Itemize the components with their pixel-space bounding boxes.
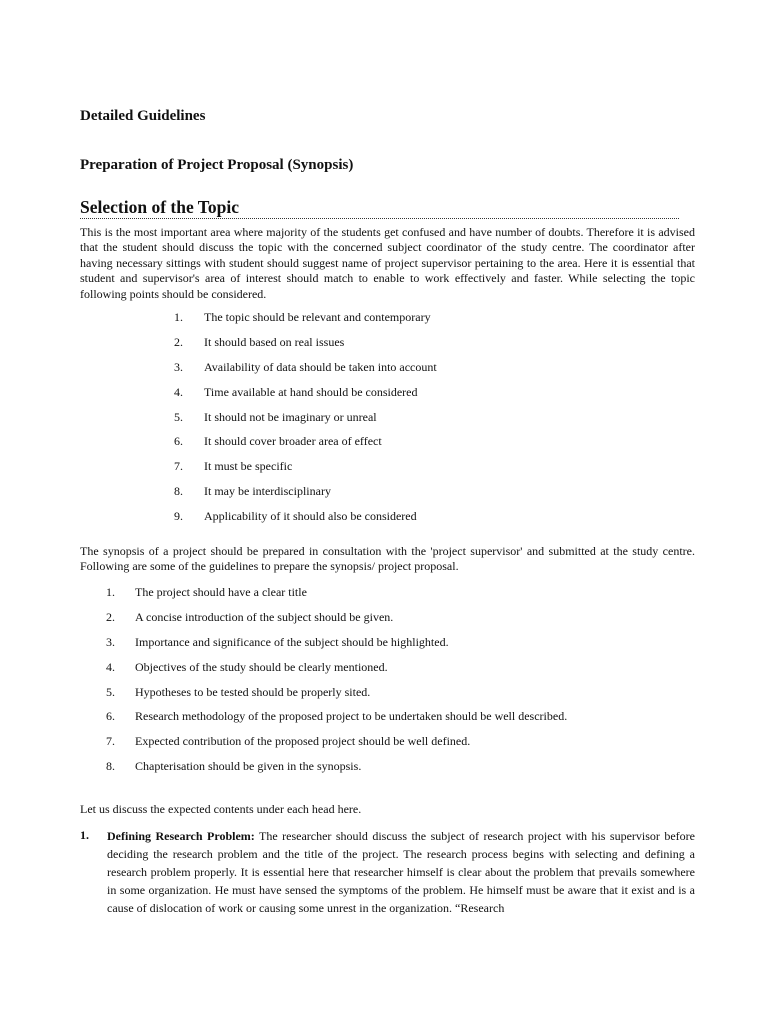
synopsis-paragraph: The synopsis of a project should be prepared in consultation with the 'project supervisor' and submitted at the study centre. Following are some of the guidelines to prepare the synopsis/ project proposal.	[80, 544, 695, 574]
list-item-number: 4.	[106, 659, 115, 674]
list-item-number: 1.	[174, 310, 183, 324]
list-item	[0, 433, 768, 458]
intro-paragraph: This is the most important area where majority of the students get confused and have number of doubts. Therefore it is advised that the student should discuss the topic with the concerned subject coordinator of the study centre. The coordinator after having necessary sittings with student should suggest name of project supervisor pertaining to the area. Here it is essential that student and supervisor's area of interest should match to enable to work effectively and faster. While selecting the topic following points should be considered.	[80, 225, 695, 301]
list-item-number: 5.	[174, 409, 183, 424]
list-item-number: 3.	[106, 634, 115, 649]
list-item-text: Applicability of it should also be considered	[204, 509, 417, 524]
section-text: The researcher should discuss the subject of research project with his supervisor before deciding the research problem and the title of the project. The research process begins with selecting and defining a research problem properly. It is essential here that researcher himself is clear about the problem that prevails somewhere in some organization. He must have sensed the symptoms of the problem. He himself must be aware that it exist and is a cause of dislocation of work or causing some unrest in the organization. “Research	[107, 829, 695, 915]
list-item-text: Research methodology of the proposed project to be undertaken should be well described.	[135, 709, 568, 724]
list-item-number: 5.	[106, 684, 115, 699]
list-item-number: 8.	[174, 484, 183, 499]
list-item-number: 9.	[174, 509, 183, 524]
list-item-text: It should based on real issues	[204, 334, 345, 349]
list-item	[0, 508, 768, 533]
list-item-text: Chapterisation should be given in the synopsis.	[135, 759, 362, 774]
list-item	[0, 309, 768, 334]
list-item	[0, 708, 768, 733]
list-item	[0, 733, 768, 758]
list-item	[0, 334, 768, 359]
discuss-paragraph: Let us discuss the expected contents under each head here.	[80, 802, 362, 816]
list-item	[0, 584, 768, 609]
list-item	[0, 684, 768, 709]
section-defining-research-problem	[107, 827, 695, 917]
list-item-number: 8.	[106, 759, 115, 774]
list-item	[0, 659, 768, 684]
list-item	[0, 634, 768, 659]
list-item-text: It should cover broader area of effect	[204, 434, 382, 449]
list-item-text: Time available at hand should be considered	[204, 384, 418, 399]
list-item-text: Expected contribution of the proposed project should be well defined.	[135, 734, 471, 749]
list-item-text: Importance and significance of the subject should be highlighted.	[135, 634, 449, 649]
list-item	[0, 758, 768, 783]
heading-selection-of-topic: Selection of the Topic	[80, 196, 679, 219]
list-item-text: The project should have a clear title	[135, 585, 307, 599]
list-item-text: Hypotheses to be tested should be properly sited.	[135, 684, 371, 699]
section-title: Defining Research Problem:	[107, 829, 255, 843]
topic-points-list	[0, 309, 768, 533]
list-item	[0, 384, 768, 409]
list-item-text: A concise introduction of the subject should be given.	[135, 609, 394, 624]
list-item-number: 3.	[174, 359, 183, 374]
heading-detailed-guidelines: Detailed Guidelines	[80, 108, 206, 124]
list-item	[0, 483, 768, 508]
list-item-number: 1.	[106, 585, 115, 599]
list-item-text: Availability of data should be taken into account	[204, 359, 437, 374]
heading-preparation-of-proposal: Preparation of Project Proposal (Synopsis)	[80, 157, 354, 173]
list-item-number: 7.	[106, 734, 115, 749]
list-item-text: It must be specific	[204, 459, 293, 474]
list-item-number: 6.	[174, 434, 183, 449]
list-item-text: Objectives of the study should be clearly mentioned.	[135, 659, 388, 674]
list-item	[0, 359, 768, 384]
list-item-text: It should not be imaginary or unreal	[204, 409, 377, 424]
list-item-number: 2.	[174, 334, 183, 349]
list-item-number: 4.	[174, 384, 183, 399]
list-item-number: 2.	[106, 609, 115, 624]
synopsis-points-list	[0, 584, 768, 783]
list-item-text: The topic should be relevant and contemporary	[204, 310, 431, 324]
list-item	[0, 409, 768, 434]
list-item	[0, 458, 768, 483]
list-item-number: 7.	[174, 459, 183, 474]
list-item-text: It may be interdisciplinary	[204, 484, 331, 499]
section-number: 1.	[80, 828, 89, 842]
list-item	[0, 609, 768, 634]
list-item-number: 6.	[106, 709, 115, 724]
